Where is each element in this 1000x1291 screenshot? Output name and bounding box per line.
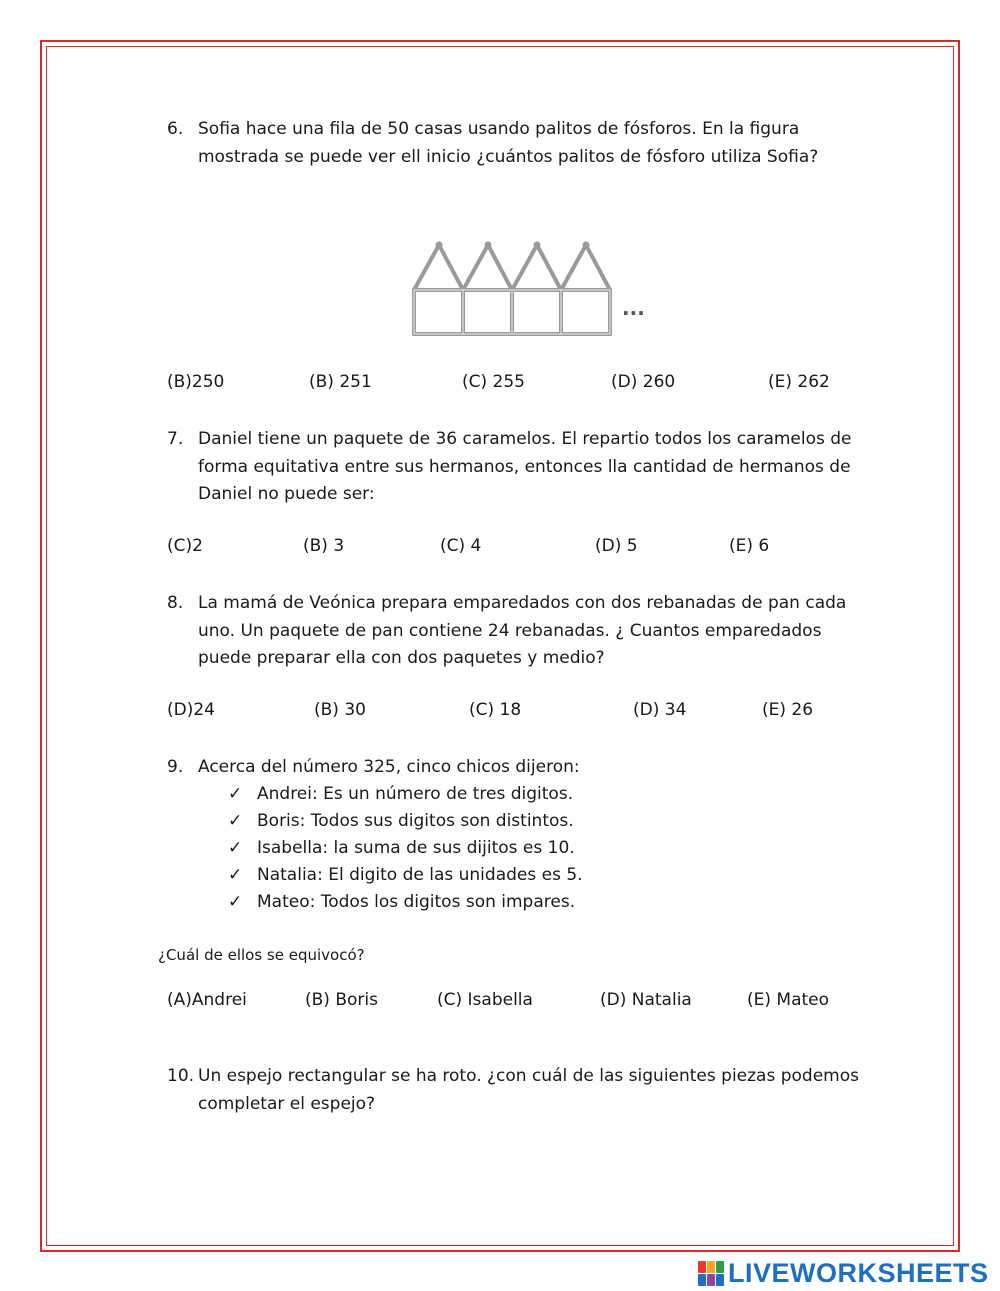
option-a[interactable]: (D)24 [167, 700, 215, 720]
option-c[interactable]: (C) 18 [469, 700, 522, 720]
logo-blocks-icon [698, 1260, 726, 1286]
option-c[interactable]: (C) Isabella [437, 990, 533, 1010]
question-text: Sofia hace una fila de 50 casas usando palitos de fósforos. En la figura mostrada se puede ver ell inicio ¿cuántos palitos de fósforo utiliza Sofia? [198, 119, 819, 167]
option-c[interactable]: (C) 4 [440, 536, 482, 556]
option-c[interactable]: (C) 255 [462, 372, 525, 392]
option-d[interactable]: (D) Natalia [600, 990, 692, 1010]
liveworksheets-logo [698, 1258, 989, 1288]
option-d[interactable]: (D) 260 [611, 372, 676, 392]
statement-item: ✓ Natalia: El digito de las unidades es 5. [228, 862, 583, 889]
question-number: 6. [167, 119, 184, 139]
question-number: 10. [167, 1066, 195, 1086]
question-7-options [167, 536, 887, 564]
check-icon: ✓ [228, 865, 243, 885]
question-9-prompt: ¿Cuál de ellos se equivocó? [158, 946, 365, 964]
question-text: Daniel tiene un paquete de 36 caramelos. El repartio todos los caramelos de forma equitativa entre sus hermanos, entonces lla cantidad de hermanos de Daniel no puede ser: [198, 429, 852, 504]
question-7 [167, 426, 867, 509]
option-e[interactable]: (E) Mateo [747, 990, 830, 1010]
question-number: 7. [167, 429, 184, 449]
question-6-options [167, 372, 887, 400]
question-9-options [167, 990, 887, 1018]
question-10 [167, 1063, 867, 1118]
question-text: La mamá de Veónica prepara emparedados con dos rebanadas de pan cada uno. Un paquete de pan contiene 24 rebanadas. ¿ Cuantos emparedados puede preparar ella con dos paquetes y medio? [198, 593, 847, 668]
question-text: Acerca del número 325, cinco chicos dijeron: [198, 757, 580, 777]
statement-item: ✓ Boris: Todos sus digitos son distintos. [228, 808, 583, 835]
brand-name: LIVEWORKSHEETS [728, 1257, 989, 1288]
question-9 [167, 754, 867, 782]
figure-ellipsis: ... [622, 296, 645, 320]
option-b[interactable]: (B) 30 [314, 700, 366, 720]
option-d[interactable]: (D) 34 [633, 700, 687, 720]
check-icon: ✓ [228, 811, 243, 831]
question-number: 8. [167, 593, 184, 613]
check-icon: ✓ [228, 784, 243, 804]
statement-item: ✓ Andrei: Es un número de tres digitos. [228, 781, 583, 808]
option-b[interactable]: (B) Boris [305, 990, 378, 1010]
check-icon: ✓ [228, 892, 243, 912]
option-a[interactable]: (A)Andrei [167, 990, 247, 1010]
option-b[interactable]: (B) 251 [309, 372, 372, 392]
check-icon: ✓ [228, 838, 243, 858]
option-e[interactable]: (E) 6 [729, 536, 770, 556]
question-8 [167, 590, 867, 673]
matchstick-houses-figure [396, 220, 650, 342]
statement-item: ✓ Mateo: Todos los digitos son impares. [228, 889, 583, 916]
option-d[interactable]: (D) 5 [595, 536, 638, 556]
question-number: 9. [167, 757, 184, 777]
question-text: Un espejo rectangular se ha roto. ¿con cuál de las siguientes piezas podemos completar el espejo? [198, 1066, 859, 1114]
question-8-options [167, 700, 887, 728]
option-e[interactable]: (E) 26 [762, 700, 814, 720]
option-a[interactable]: (C)2 [167, 536, 203, 556]
option-b[interactable]: (B) 3 [303, 536, 345, 556]
option-e[interactable]: (E) 262 [768, 372, 830, 392]
question-6 [167, 116, 867, 171]
statement-item: ✓ Isabella: la suma de sus dijitos es 10. [228, 835, 583, 862]
option-a[interactable]: (B)250 [167, 372, 225, 392]
statement-list [228, 781, 583, 916]
